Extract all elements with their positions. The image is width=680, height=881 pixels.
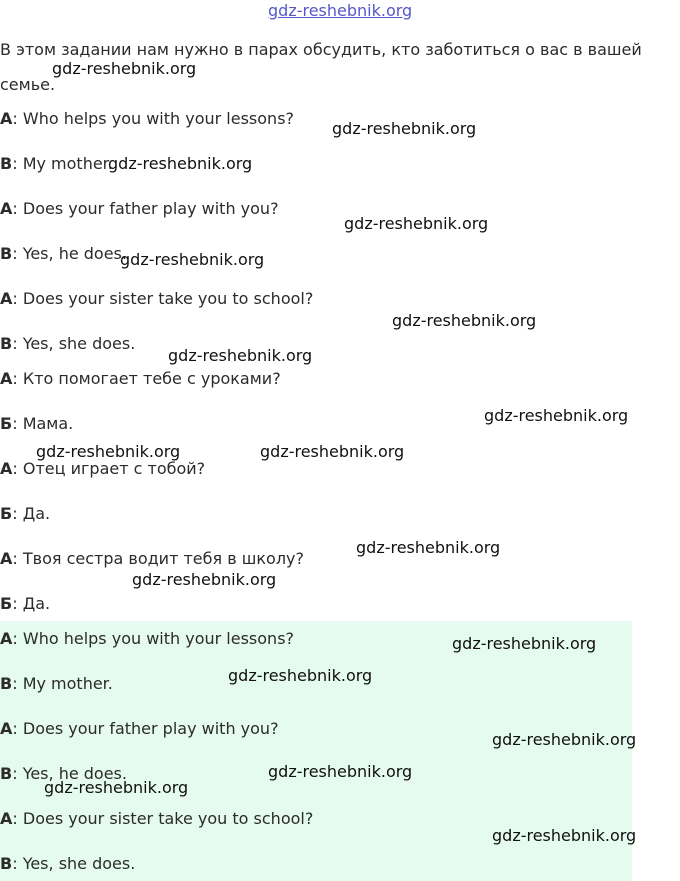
watermark: gdz-reshebnik.org — [344, 214, 489, 233]
task-description: В этом задании нам нужно в парах обсудить, кто заботиться о вас в вашей семье. — [0, 40, 642, 94]
dialogue-line: B: My mother. — [0, 154, 113, 173]
watermark: gdz-reshebnik.org — [168, 346, 313, 365]
watermark: gdz-reshebnik.org — [260, 442, 405, 461]
site-link-header[interactable]: gdz-reshebnik.org — [268, 1, 413, 20]
translation-line: А: Отец играет с тобой? — [0, 459, 206, 478]
watermark: gdz-reshebnik.org — [492, 826, 637, 845]
watermark: gdz-reshebnik.org — [484, 406, 629, 425]
watermark: gdz-reshebnik.org — [120, 250, 265, 269]
dialogue-line: B: Yes, she does. — [0, 334, 136, 353]
translation-line: Б: Мама. — [0, 414, 74, 433]
watermark: gdz-reshebnik.org — [452, 634, 597, 653]
translation-line: А: Твоя сестра водит тебя в школу? — [0, 549, 305, 568]
watermark: gdz-reshebnik.org — [44, 778, 189, 797]
watermark: gdz-reshebnik.org — [268, 762, 413, 781]
answer-line: A: Does your sister take you to school? — [0, 809, 314, 828]
translation-line: А: Кто помогает тебе с уроками? — [0, 369, 281, 388]
watermark: gdz-reshebnik.org — [132, 570, 277, 589]
answer-line: A: Does your father play with you? — [0, 719, 279, 738]
answer-line: B: Yes, she does. — [0, 854, 136, 873]
answer-line: B: My mother. — [0, 674, 113, 693]
watermark: gdz-reshebnik.org — [356, 538, 501, 557]
watermark: gdz-reshebnik.org — [108, 154, 253, 173]
watermark: gdz-reshebnik.org — [228, 666, 373, 685]
watermark: gdz-reshebnik.org — [332, 119, 477, 138]
answer-line: B: Yes, he does. — [0, 764, 127, 783]
watermark: gdz-reshebnik.org — [36, 442, 181, 461]
watermark: gdz-reshebnik.org — [392, 311, 537, 330]
answer-line: A: Who helps you with your lessons? — [0, 629, 295, 648]
dialogue-line: B: Yes, he does. — [0, 244, 127, 263]
dialogue-line: A: Does your father play with you? — [0, 199, 279, 218]
translation-line: Б: Да. — [0, 594, 51, 613]
watermark: gdz-reshebnik.org — [492, 730, 637, 749]
dialogue-line: A: Does your sister take you to school? — [0, 289, 314, 308]
translation-line: Б: Да. — [0, 504, 51, 523]
dialogue-line: A: Who helps you with your lessons? — [0, 109, 295, 128]
watermark: gdz-reshebnik.org — [52, 59, 197, 78]
